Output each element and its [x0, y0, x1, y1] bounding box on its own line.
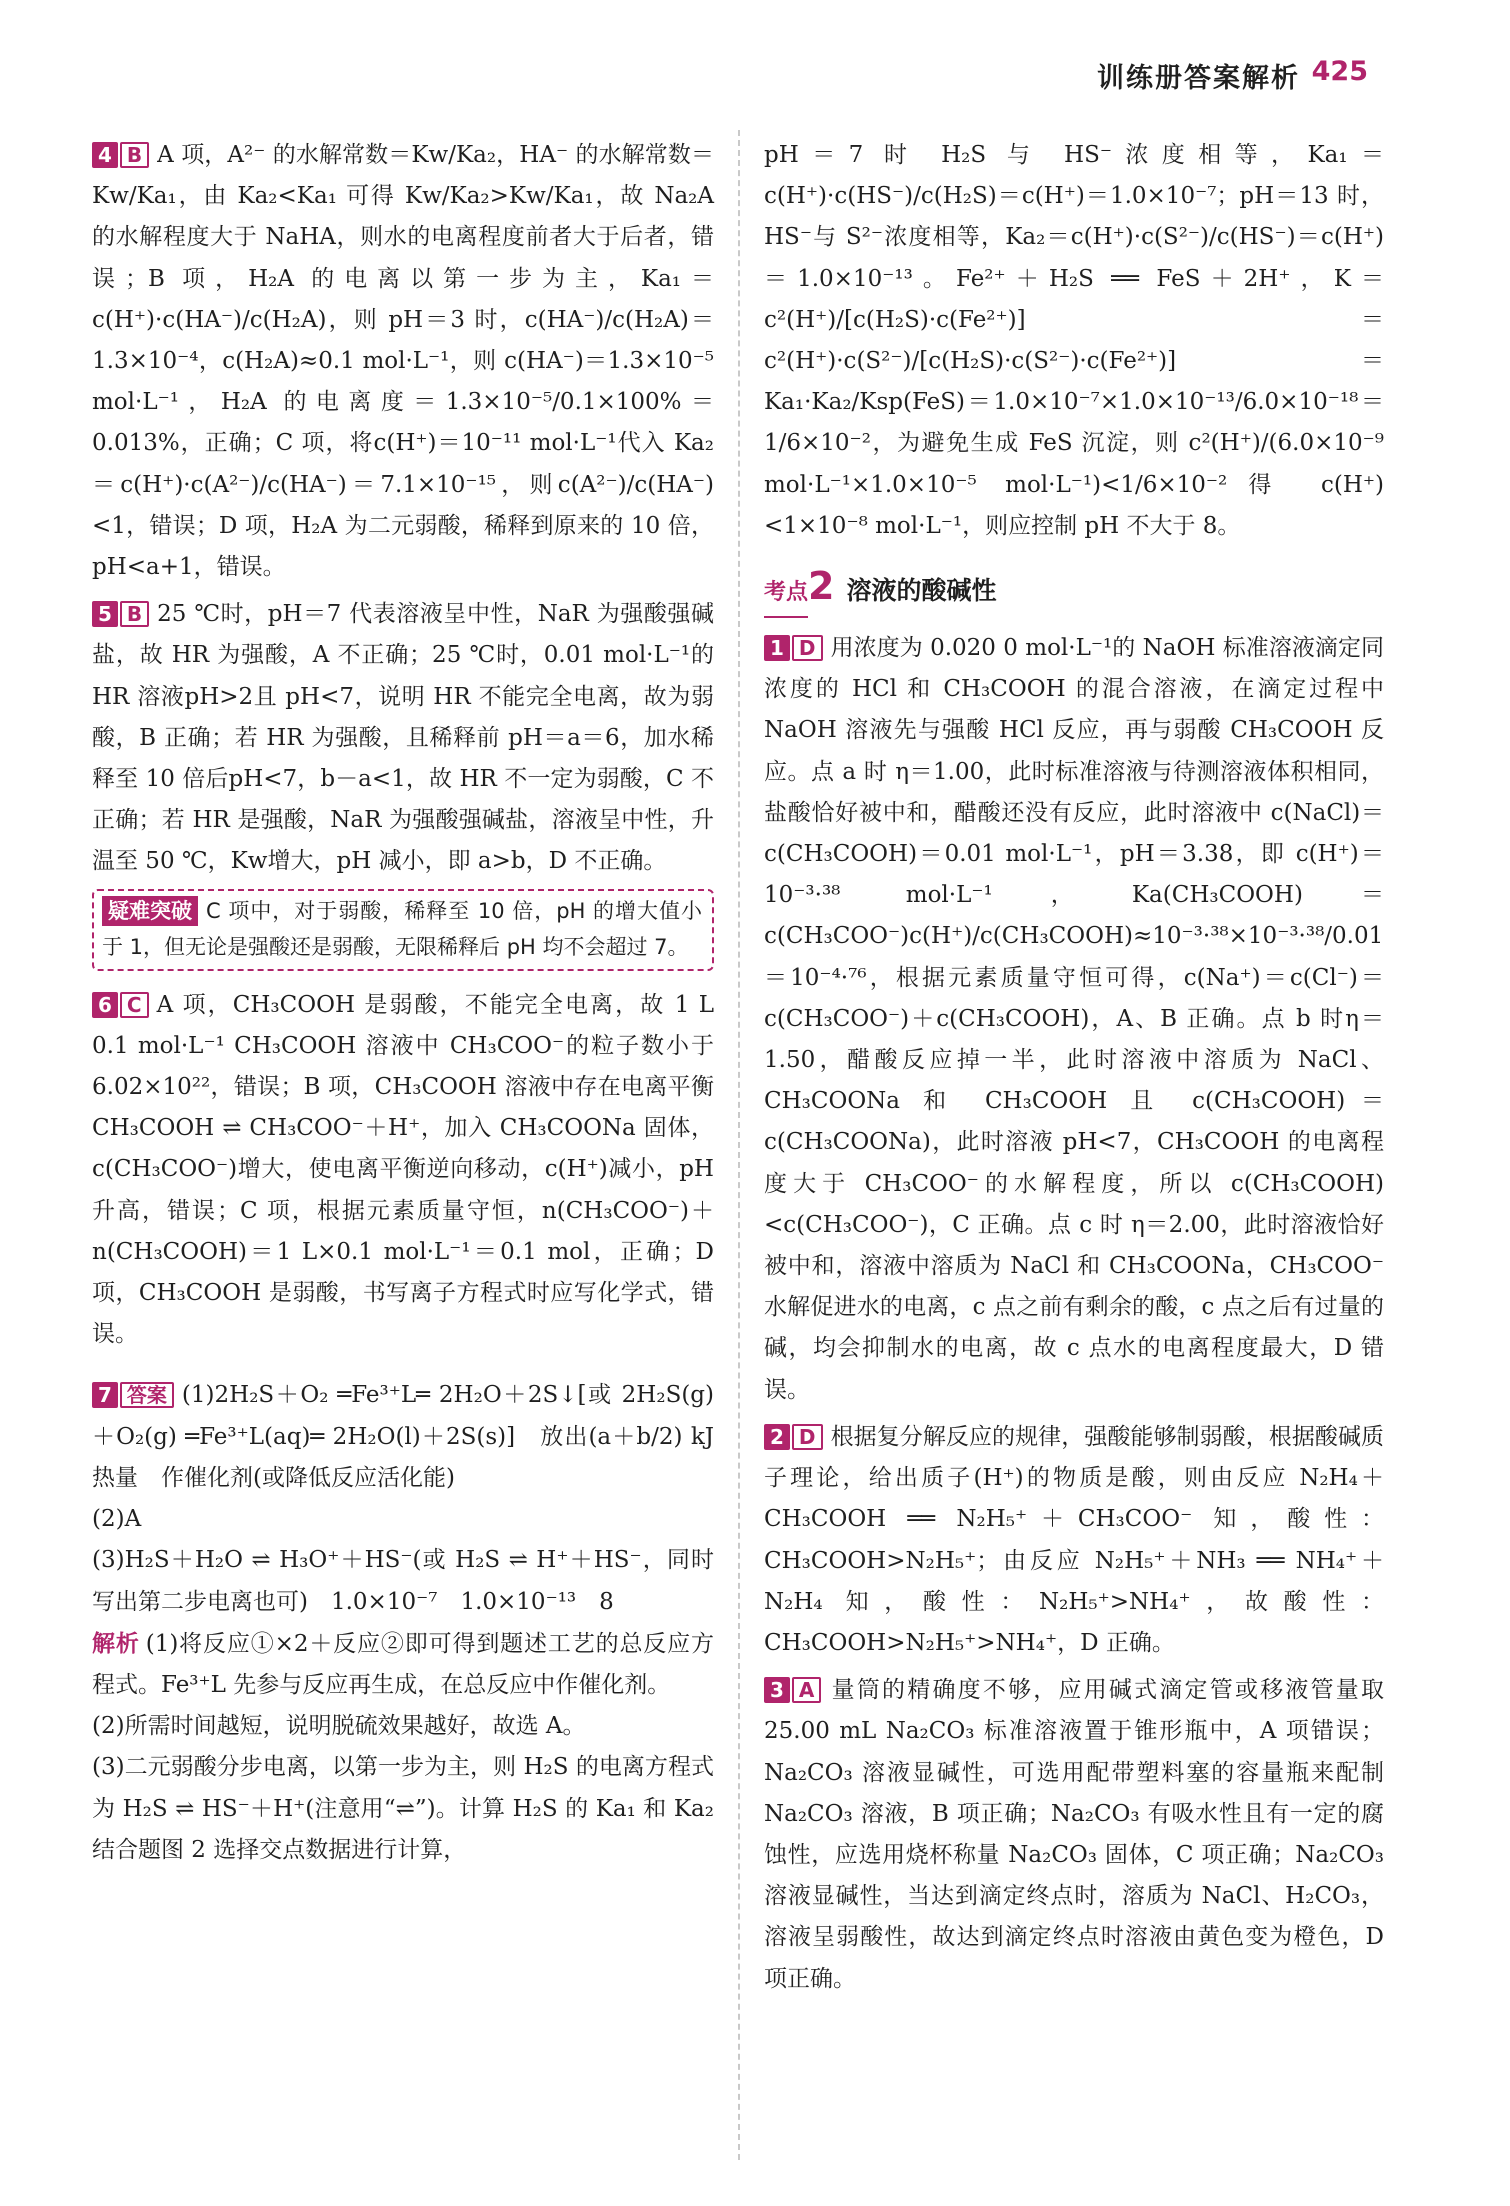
page-number: 425	[1311, 56, 1368, 87]
column-divider	[738, 130, 740, 2160]
answer-text: 25 ℃时，pH＝7 代表溶液呈中性，NaR 为强酸强碱盐，故 HR 为强酸，A 不正确；25 ℃时，0.01 mol·L⁻¹的 HR 溶液pH>2且 pH<7，说明 HR 不能完全电离，故为弱酸，B 正确；若 HR 为强酸，且稀释前 pH＝a＝6，加水稀释至 10 倍后pH<7，b－a<1，故 HR 不一定为弱酸，C 不正确；若 HR 是强酸，NaR 为强酸强碱盐，溶液呈中性，升温至 50 ℃，Kw增大，pH 减小，即 a>b，D 不正确。	[92, 601, 714, 875]
answer-4	[92, 135, 714, 588]
tip-label: 疑难突破	[102, 896, 198, 926]
answer-7-line3: (3)H₂S＋H₂O ⇌ H₃O⁺＋HS⁻(或 H₂S ⇌ H⁺＋HS⁻，同时写出第二步电离也可) 1.0×10⁻⁷ 1.0×10⁻¹³ 8	[92, 1547, 714, 1615]
running-title: 训练册答案解析	[1097, 63, 1300, 94]
analysis-continued: pH＝7 时 H₂S 与 HS⁻浓度相等，Ka₁＝c(H⁺)·c(HS⁻)/c(H₂S)＝c(H⁺)＝1.0×10⁻⁷；pH＝13 时，HS⁻与 S²⁻浓度相等，Ka₂＝c(H⁺)·c(S²⁻)/c(HS⁻)＝c(H⁺)＝1.0×10⁻¹³。Fe²⁺＋H₂S ══ FeS＋2H⁺，K＝c²(H⁺)/[c(H₂S)·c(Fe²⁺)]＝c²(H⁺)·c(S²⁻)/[c(H₂S)·c(S²⁻)·c(Fe²⁺)]＝Ka₁·Ka₂/Ksp(FeS)＝1.0×10⁻⁷×1.0×10⁻¹³/6.0×10⁻¹⁸＝1/6×10⁻²，为避免生成 FeS 沉淀，则 c²(H⁺)/(6.0×10⁻⁹ mol·L⁻¹×1.0×10⁻⁵ mol·L⁻¹)<1/6×10⁻²得 c(H⁺)<1×10⁻⁸ mol·L⁻¹，则应控制 pH 不大于 8。	[764, 142, 1384, 539]
analysis-2: (2)所需时间越短，说明脱硫效果越好，故选 A。	[92, 1713, 586, 1740]
section-title: 溶液的酸碱性	[846, 576, 997, 606]
question-number: 6	[92, 992, 118, 1018]
answer-text: 根据复分解反应的规律，强酸能够制弱酸，根据酸碱质子理论，给出质子(H⁺)的物质是酸，则由反应 N₂H₄＋CH₃COOH ══ N₂H₅⁺＋CH₃COO⁻ 知，酸性：CH₃COOH>N₂H₅⁺；由反应 N₂H₅⁺＋NH₃ ══ NH₄⁺＋N₂H₄ 知，酸性：N₂H₅⁺>NH₄⁺，故酸性：CH₃COOH>N₂H₅⁺>NH₄⁺，D 正确。	[764, 1423, 1384, 1656]
analysis-1	[92, 1623, 714, 1706]
answer-label: 答案	[120, 1382, 174, 1408]
answer-choice: C	[120, 992, 149, 1018]
tip-box	[92, 889, 714, 971]
question-number: 3	[764, 1677, 790, 1703]
answer-5	[92, 594, 714, 882]
analysis-text: (1)将反应①×2＋反应②即可得到题述工艺的总反应方程式。Fe³⁺L 先参与反应再生成，在总反应中作催化剂。	[92, 1630, 715, 1698]
question-number: 7	[92, 1382, 118, 1408]
question-number: 1	[764, 635, 790, 661]
answer-text: A 项，A²⁻ 的水解常数＝Kw/Ka₂，HA⁻ 的水解常数＝Kw/Ka₁，由 Ka₂<Ka₁ 可得 Kw/Ka₂>Kw/Ka₁，故 Na₂A 的水解程度大于 NaHA，则水的电离程度前者大于后者，错误；B 项，H₂A 的电离以第一步为主，Ka₁＝c(H⁺)·c(HA⁻)/c(H₂A)，则 pH＝3 时，c(HA⁻)/c(H₂A)＝1.3×10⁻⁴，c(H₂A)≈0.1 mol·L⁻¹，则 c(HA⁻)＝1.3×10⁻⁵ mol·L⁻¹，H₂A 的电离度＝1.3×10⁻⁵/0.1×100%＝0.013%，正确；C 项，将c(H⁺)＝10⁻¹¹ mol·L⁻¹代入 Ka₂＝c(H⁺)·c(A²⁻)/c(HA⁻)＝7.1×10⁻¹⁵，则c(A²⁻)/c(HA⁻)<1，错误；D 项，H₂A 为二元弱酸，稀释到原来的 10 倍，pH<a+1，错误。	[92, 142, 714, 581]
left-column	[92, 135, 714, 1871]
answer-text: 量筒的精确度不够，应用碱式滴定管或移液管量取 25.00 mL Na₂CO₃ 标准溶液置于锥形瓶中，A 项错误；Na₂CO₃ 溶液显碱性，可选用配带塑料塞的容量瓶来配制 Na₂CO₃ 溶液，B 项正确；Na₂CO₃ 有吸水性且有一定的腐蚀性，应选用烧杯称量 Na₂CO₃ 固体，C 项正确；Na₂CO₃ 溶液显碱性，当达到滴定终点时，溶质为 NaCl、H₂CO₃，溶液呈弱酸性，故达到滴定终点时溶液由黄色变为橙色，D 项正确。	[764, 1677, 1384, 1992]
answer-s2	[764, 1417, 1384, 1664]
answer-choice: A	[792, 1677, 821, 1703]
answer-s3	[764, 1670, 1384, 2000]
answer-choice: D	[792, 1424, 823, 1450]
question-number: 2	[764, 1424, 790, 1450]
answer-choice: B	[120, 142, 149, 168]
answer-choice: D	[792, 635, 823, 661]
analysis-3: (3)二元弱酸分步电离，以第一步为主，则 H₂S 的电离方程式为 H₂S ⇌ HS⁻＋H⁺(注意用“⇌”)。计算 H₂S 的 Ka₁ 和 Ka₂ 结合题图 2 选择交点数据进行计算，	[92, 1754, 714, 1863]
answer-7-line1	[92, 1375, 714, 1499]
question-number: 5	[92, 601, 118, 627]
answer-choice: B	[120, 601, 149, 627]
section-heading	[764, 563, 1384, 618]
answer-text: 用浓度为 0.020 0 mol·L⁻¹的 NaOH 标准溶液滴定同浓度的 HCl 和 CH₃COOH 的混合溶液，在滴定过程中 NaOH 溶液先与强酸 HCl 反应，再与弱酸 CH₃COOH 反应。点 a 时 η＝1.00，此时标准溶液与待测溶液体积相同，盐酸恰好被中和，醋酸还没有反应，此时溶液中 c(NaCl)＝c(CH₃COOH)＝0.01 mol·L⁻¹，pH＝3.38，即 c(H⁺)＝10⁻³·³⁸ mol·L⁻¹，Ka(CH₃COOH)＝c(CH₃COO⁻)c(H⁺)/c(CH₃COOH)≈10⁻³·³⁸×10⁻³·³⁸/0.01＝10⁻⁴·⁷⁶，根据元素质量守恒可得，c(Na⁺)＝c(Cl⁻)＝c(CH₃COO⁻)＋c(CH₃COOH)，A、B 正确。点 b 时η＝1.50，醋酸反应掉一半，此时溶液中溶质为 NaCl、CH₃COONa 和 CH₃COOH 且 c(CH₃COOH)＝c(CH₃COONa)，此时溶液 pH<7，CH₃COOH 的电离程度大于 CH₃COO⁻的水解程度，所以 c(CH₃COOH)<c(CH₃COO⁻)，C 正确。点 c 时 η＝2.00，此时溶液恰好被中和，溶液中溶质为 NaCl 和 CH₃COONa，CH₃COO⁻水解促进水的电离，c 点之前有剩余的酸，c 点之后有过量的碱，均会抑制水的电离，故 c 点水的电离程度最大，D 错误。	[764, 635, 1384, 1403]
answer-7-line2: (2)A	[92, 1506, 142, 1533]
answer-s1	[764, 628, 1384, 1411]
section-number: 2	[808, 564, 835, 609]
answer-text: (1)2H₂S＋O₂ ═Fe³⁺L═ 2H₂O＋2S↓[或 2H₂S(g)＋O₂(g) ═Fe³⁺L(aq)═ 2H₂O(l)＋2S(s)] 放出(a＋b/2) kJ 热量 作催化剂(或降低反应活化能)	[92, 1382, 714, 1491]
tip-text: C 项中，对于弱酸，稀释至 10 倍，pH 的增大值小于 1，但无论是强酸还是弱酸，无限稀释后 pH 均不会超过 7。	[102, 898, 702, 959]
question-number: 4	[92, 142, 118, 168]
section-tag: 考点	[764, 570, 808, 618]
right-column	[764, 135, 1384, 2006]
answer-6	[92, 985, 714, 1356]
answer-text: A 项，CH₃COOH 是弱酸，不能完全电离，故 1 L 0.1 mol·L⁻¹ CH₃COOH 溶液中 CH₃COO⁻的粒子数小于 6.02×10²²，错误；B 项，CH₃COOH 溶液中存在电离平衡 CH₃COOH ⇌ CH₃COO⁻＋H⁺，加入 CH₃COONa 固体，c(CH₃COO⁻)增大，使电离平衡逆向移动，c(H⁺)减小，pH 升高，错误；C 项，根据元素质量守恒，n(CH₃COO⁻)＋n(CH₃COOH)＝1 L×0.1 mol·L⁻¹＝0.1 mol，正确；D 项，CH₃COOH 是弱酸，书写离子方程式时应写化学式，错误。	[92, 991, 714, 1348]
analysis-label: 解析	[92, 1629, 140, 1657]
page-header	[0, 48, 1510, 108]
